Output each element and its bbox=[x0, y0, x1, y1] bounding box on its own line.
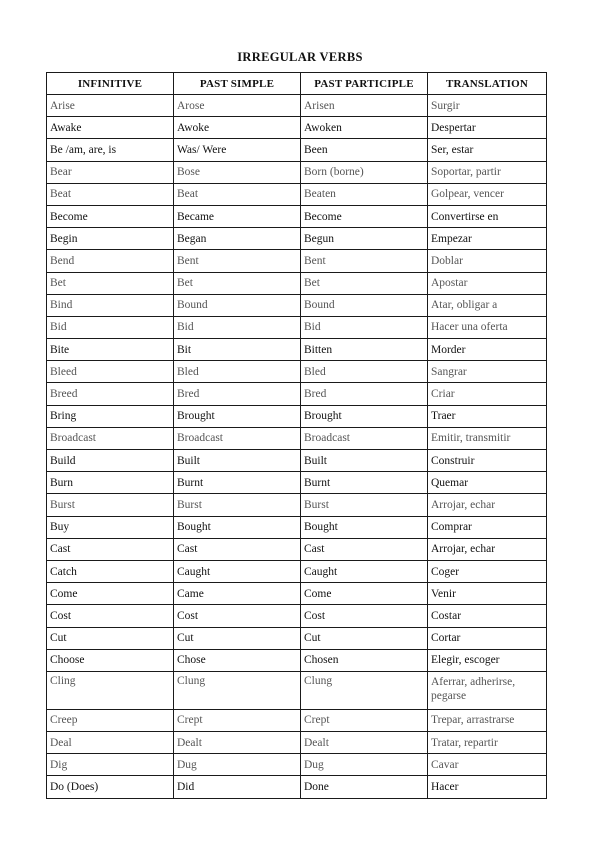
translation-cell: Coger bbox=[428, 560, 547, 582]
translation-cell: Cavar bbox=[428, 754, 547, 776]
translation-cell: Construir bbox=[428, 450, 547, 472]
table-row bbox=[47, 361, 547, 383]
translation-cell: Trepar, arrastrarse bbox=[428, 709, 547, 731]
past-participle-cell: Dug bbox=[301, 754, 428, 776]
past-participle-cell: Cost bbox=[301, 605, 428, 627]
table-row bbox=[47, 405, 547, 427]
past-participle-cell: Clung bbox=[301, 671, 428, 709]
infinitive-cell: Cut bbox=[47, 627, 174, 649]
past-participle-cell: Built bbox=[301, 450, 428, 472]
past-simple-cell: Bound bbox=[174, 294, 301, 316]
past-participle-cell: Bought bbox=[301, 516, 428, 538]
translation-cell: Doblar bbox=[428, 250, 547, 272]
table-row bbox=[47, 754, 547, 776]
past-simple-cell: Brought bbox=[174, 405, 301, 427]
past-simple-cell: Bose bbox=[174, 161, 301, 183]
infinitive-cell: Awake bbox=[47, 117, 174, 139]
past-simple-cell: Bit bbox=[174, 339, 301, 361]
past-simple-cell: Cut bbox=[174, 627, 301, 649]
past-participle-cell: Dealt bbox=[301, 732, 428, 754]
infinitive-cell: Bring bbox=[47, 405, 174, 427]
past-simple-cell: Began bbox=[174, 228, 301, 250]
header-past-participle: PAST PARTICIPLE bbox=[301, 73, 428, 95]
past-simple-cell: Built bbox=[174, 450, 301, 472]
translation-cell: Traer bbox=[428, 405, 547, 427]
table-row bbox=[47, 250, 547, 272]
infinitive-cell: Broadcast bbox=[47, 427, 174, 449]
past-simple-cell: Burst bbox=[174, 494, 301, 516]
past-simple-cell: Cast bbox=[174, 538, 301, 560]
infinitive-cell: Dig bbox=[47, 754, 174, 776]
infinitive-cell: Burn bbox=[47, 472, 174, 494]
header-infinitive: INFINITIVE bbox=[47, 73, 174, 95]
past-simple-cell: Bid bbox=[174, 316, 301, 338]
translation-cell: Convertirse en bbox=[428, 205, 547, 227]
table-row bbox=[47, 228, 547, 250]
table-header-row bbox=[47, 73, 547, 95]
past-simple-cell: Chose bbox=[174, 649, 301, 671]
table-row bbox=[47, 95, 547, 117]
infinitive-cell: Cost bbox=[47, 605, 174, 627]
past-simple-cell: Beat bbox=[174, 183, 301, 205]
past-participle-cell: Cast bbox=[301, 538, 428, 560]
infinitive-cell: Bid bbox=[47, 316, 174, 338]
table-row bbox=[47, 732, 547, 754]
infinitive-cell: Be /am, are, is bbox=[47, 139, 174, 161]
table-row bbox=[47, 272, 547, 294]
infinitive-cell: Creep bbox=[47, 709, 174, 731]
translation-cell: Venir bbox=[428, 583, 547, 605]
table-row bbox=[47, 671, 547, 709]
table-row bbox=[47, 427, 547, 449]
infinitive-cell: Deal bbox=[47, 732, 174, 754]
past-participle-cell: Become bbox=[301, 205, 428, 227]
table-row bbox=[47, 205, 547, 227]
table-row bbox=[47, 649, 547, 671]
table-row bbox=[47, 560, 547, 582]
infinitive-cell: Build bbox=[47, 450, 174, 472]
past-simple-cell: Arose bbox=[174, 95, 301, 117]
translation-cell: Ser, estar bbox=[428, 139, 547, 161]
infinitive-cell: Begin bbox=[47, 228, 174, 250]
past-participle-cell: Bred bbox=[301, 383, 428, 405]
past-simple-cell: Bred bbox=[174, 383, 301, 405]
table-row bbox=[47, 538, 547, 560]
past-participle-cell: Bent bbox=[301, 250, 428, 272]
translation-cell: Golpear, vencer bbox=[428, 183, 547, 205]
table-row bbox=[47, 117, 547, 139]
past-simple-cell: Cost bbox=[174, 605, 301, 627]
table-row bbox=[47, 472, 547, 494]
past-simple-cell: Dealt bbox=[174, 732, 301, 754]
past-simple-cell: Became bbox=[174, 205, 301, 227]
infinitive-cell: Bind bbox=[47, 294, 174, 316]
infinitive-cell: Cling bbox=[47, 671, 174, 709]
translation-cell: Soportar, partir bbox=[428, 161, 547, 183]
translation-cell: Atar, obligar a bbox=[428, 294, 547, 316]
infinitive-cell: Bite bbox=[47, 339, 174, 361]
infinitive-cell: Beat bbox=[47, 183, 174, 205]
table-row bbox=[47, 383, 547, 405]
past-simple-cell: Did bbox=[174, 776, 301, 798]
table-row bbox=[47, 161, 547, 183]
translation-cell: Surgir bbox=[428, 95, 547, 117]
translation-cell: Hacer una oferta bbox=[428, 316, 547, 338]
past-participle-cell: Come bbox=[301, 583, 428, 605]
infinitive-cell: Bear bbox=[47, 161, 174, 183]
past-simple-cell: Caught bbox=[174, 560, 301, 582]
past-participle-cell: Burst bbox=[301, 494, 428, 516]
infinitive-cell: Bend bbox=[47, 250, 174, 272]
past-participle-cell: Awoken bbox=[301, 117, 428, 139]
table-row bbox=[47, 183, 547, 205]
infinitive-cell: Catch bbox=[47, 560, 174, 582]
past-participle-cell: Burnt bbox=[301, 472, 428, 494]
infinitive-cell: Burst bbox=[47, 494, 174, 516]
past-participle-cell: Beaten bbox=[301, 183, 428, 205]
past-participle-cell: Crept bbox=[301, 709, 428, 731]
past-simple-cell: Bet bbox=[174, 272, 301, 294]
past-simple-cell: Was/ Were bbox=[174, 139, 301, 161]
past-participle-cell: Bitten bbox=[301, 339, 428, 361]
translation-cell: Cortar bbox=[428, 627, 547, 649]
table-row bbox=[47, 583, 547, 605]
translation-cell: Criar bbox=[428, 383, 547, 405]
table-row bbox=[47, 494, 547, 516]
past-participle-cell: Broadcast bbox=[301, 427, 428, 449]
translation-cell: Tratar, repartir bbox=[428, 732, 547, 754]
past-participle-cell: Cut bbox=[301, 627, 428, 649]
translation-cell: Aferrar, adherirse, pegarse bbox=[428, 671, 547, 709]
infinitive-cell: Breed bbox=[47, 383, 174, 405]
translation-cell: Quemar bbox=[428, 472, 547, 494]
table-row bbox=[47, 450, 547, 472]
translation-cell: Apostar bbox=[428, 272, 547, 294]
past-participle-cell: Bled bbox=[301, 361, 428, 383]
past-participle-cell: Born (borne) bbox=[301, 161, 428, 183]
table-row bbox=[47, 709, 547, 731]
infinitive-cell: Arise bbox=[47, 95, 174, 117]
past-simple-cell: Dug bbox=[174, 754, 301, 776]
translation-cell: Costar bbox=[428, 605, 547, 627]
past-simple-cell: Bent bbox=[174, 250, 301, 272]
past-participle-cell: Chosen bbox=[301, 649, 428, 671]
translation-cell: Despertar bbox=[428, 117, 547, 139]
translation-cell: Elegir, escoger bbox=[428, 649, 547, 671]
translation-cell: Sangrar bbox=[428, 361, 547, 383]
infinitive-cell: Cast bbox=[47, 538, 174, 560]
infinitive-cell: Come bbox=[47, 583, 174, 605]
infinitive-cell: Choose bbox=[47, 649, 174, 671]
table-row bbox=[47, 516, 547, 538]
header-past-simple: PAST SIMPLE bbox=[174, 73, 301, 95]
past-simple-cell: Bought bbox=[174, 516, 301, 538]
past-simple-cell: Came bbox=[174, 583, 301, 605]
past-simple-cell: Broadcast bbox=[174, 427, 301, 449]
table-row bbox=[47, 339, 547, 361]
infinitive-cell: Bleed bbox=[47, 361, 174, 383]
infinitive-cell: Do (Does) bbox=[47, 776, 174, 798]
past-participle-cell: Begun bbox=[301, 228, 428, 250]
past-participle-cell: Done bbox=[301, 776, 428, 798]
translation-cell: Arrojar, echar bbox=[428, 538, 547, 560]
table-row bbox=[47, 627, 547, 649]
past-simple-cell: Awoke bbox=[174, 117, 301, 139]
table-row bbox=[47, 139, 547, 161]
past-participle-cell: Bet bbox=[301, 272, 428, 294]
past-participle-cell: Been bbox=[301, 139, 428, 161]
table-row bbox=[47, 605, 547, 627]
infinitive-cell: Bet bbox=[47, 272, 174, 294]
past-participle-cell: Arisen bbox=[301, 95, 428, 117]
translation-cell: Morder bbox=[428, 339, 547, 361]
table-row bbox=[47, 294, 547, 316]
past-simple-cell: Crept bbox=[174, 709, 301, 731]
table-row bbox=[47, 776, 547, 798]
translation-cell: Comprar bbox=[428, 516, 547, 538]
translation-cell: Empezar bbox=[428, 228, 547, 250]
translation-cell: Arrojar, echar bbox=[428, 494, 547, 516]
page-title: IRREGULAR VERBS bbox=[237, 50, 363, 64]
past-participle-cell: Bound bbox=[301, 294, 428, 316]
past-participle-cell: Brought bbox=[301, 405, 428, 427]
past-simple-cell: Burnt bbox=[174, 472, 301, 494]
translation-cell: Emitir, transmitir bbox=[428, 427, 547, 449]
table-row bbox=[47, 316, 547, 338]
infinitive-cell: Buy bbox=[47, 516, 174, 538]
past-simple-cell: Clung bbox=[174, 671, 301, 709]
translation-cell: Hacer bbox=[428, 776, 547, 798]
past-participle-cell: Bid bbox=[301, 316, 428, 338]
header-translation: TRANSLATION bbox=[428, 73, 547, 95]
infinitive-cell: Become bbox=[47, 205, 174, 227]
past-participle-cell: Caught bbox=[301, 560, 428, 582]
past-simple-cell: Bled bbox=[174, 361, 301, 383]
table-body bbox=[47, 95, 547, 799]
irregular-verbs-table bbox=[46, 72, 547, 799]
